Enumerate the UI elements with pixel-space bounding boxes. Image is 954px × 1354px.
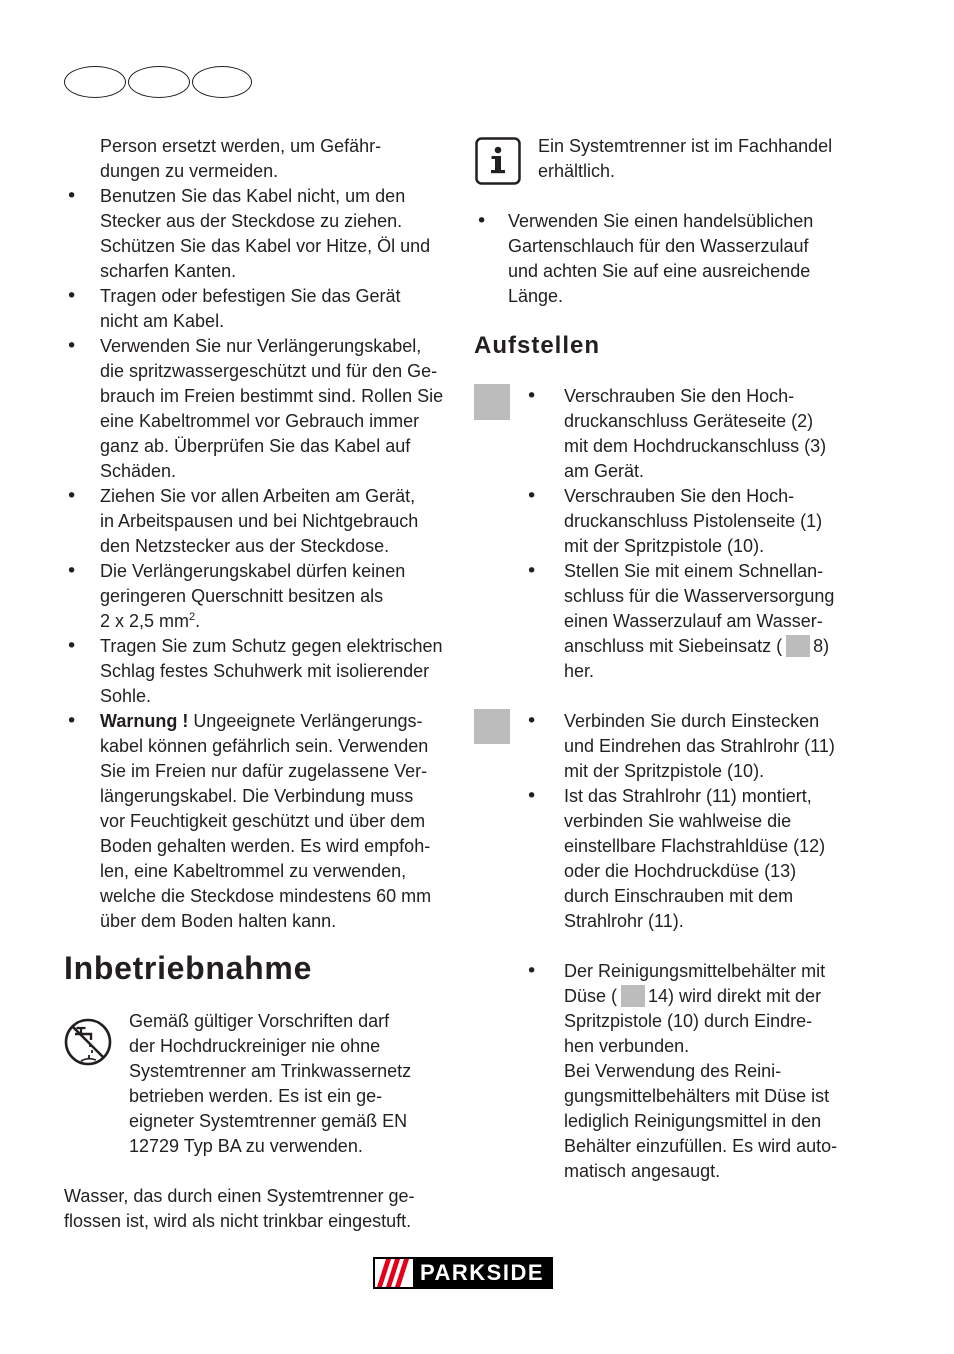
setup-step-bullet <box>526 484 886 559</box>
text-line: oder die Hochdruckdüse (13) <box>564 861 797 881</box>
text-line: druckanschluss Geräteseite (2) <box>564 411 814 431</box>
bullet: • <box>526 560 538 582</box>
text-line: Der Reinigungsmittelbehälter mit <box>564 961 826 981</box>
bullet: • <box>66 485 78 507</box>
text-line: betrieben werden. Es ist ein ge- <box>129 1086 383 1106</box>
bullet-item-footwear <box>64 634 456 709</box>
text-line: Person ersetzt werden, um Gefähr- <box>100 136 382 156</box>
section-title-aufstellen: Aufstellen <box>474 332 601 359</box>
text-line: und achten Sie auf eine ausreichende <box>508 261 811 281</box>
text-line: mit der Spritzpistole (10). <box>564 536 765 556</box>
language-tab <box>192 66 252 98</box>
text-line: einstellbare Flachstrahldüse (12) <box>564 836 826 856</box>
language-tab <box>64 66 126 98</box>
text-line: Schützen Sie das Kabel vor Hitze, Öl und <box>100 236 431 256</box>
text-line: am Gerät. <box>564 461 645 481</box>
text-line: ganz ab. Überprüfen Sie das Kabel auf <box>100 436 411 456</box>
text-line: den Netzstecker aus der Steckdose. <box>100 536 390 556</box>
text-line: hen verbunden. <box>564 1036 690 1056</box>
text-line: erhältlich. <box>538 161 616 181</box>
text-line: Schäden. <box>100 461 177 481</box>
figure-reference-box <box>621 985 645 1007</box>
text-line: vor Feuchtigkeit geschützt und über dem <box>100 811 426 831</box>
warning-label: Warnung ! <box>100 711 189 731</box>
section-title-inbetriebnahme: Inbetriebnahme <box>64 950 313 986</box>
text-line: eine Kabeltrommel vor Gebrauch immer <box>100 411 420 431</box>
bullet-item-cable-unplug <box>64 184 456 284</box>
text-line: Benutzen Sie das Kabel nicht, um den <box>100 186 406 206</box>
text-line: Verschrauben Sie den Hoch- <box>564 386 795 406</box>
text-line: lediglich Reinigungsmittel in den <box>564 1111 822 1131</box>
text-line: Spritzpistole (10) durch Eindre- <box>564 1011 813 1031</box>
text-line: Sohle. <box>100 686 152 706</box>
setup-step-bullet <box>526 559 886 684</box>
setup-step-bullet <box>526 384 886 484</box>
parkside-logo <box>373 1257 553 1289</box>
text-line: Verbinden Sie durch Einstecken <box>564 711 820 731</box>
text-line: brauch im Freien bestimmt sind. Rollen Sie <box>100 386 444 406</box>
bullet: • <box>526 385 538 407</box>
text-line: Boden gehalten werden. Es wird empfoh- <box>100 836 431 856</box>
unit-exponent: 2 <box>189 611 196 623</box>
text-line: und Eindrehen das Strahlrohr (11) <box>564 736 835 756</box>
text-line: die spritzwassergeschützt und für den Ge- <box>100 361 438 381</box>
text-line: Gemäß gültiger Vorschriften darf <box>129 1011 390 1031</box>
hose-section <box>474 209 874 309</box>
intro-text <box>64 134 456 184</box>
text-line: Länge. <box>508 286 564 306</box>
text-line <box>564 634 886 659</box>
text-line: Tragen oder befestigen Sie das Gerät <box>100 286 401 306</box>
text-line: Behälter einzufüllen. Es wird auto- <box>564 1136 838 1156</box>
setup-steps-group-2 <box>526 709 886 1184</box>
text-line: Sie im Freien nur dafür zugelassene Ver- <box>100 761 428 781</box>
text-line: Systemtrenner am Trinkwassernetz <box>129 1061 412 1081</box>
text-line: Stecker aus der Steckdose zu ziehen. <box>100 211 403 231</box>
figure-reference-box <box>474 709 510 744</box>
text-line: einen Wasserzulauf am Wasser- <box>564 611 823 631</box>
text-line: flossen ist, wird als nicht trinkbar eingestuft. <box>64 1211 412 1231</box>
bullet: • <box>66 335 78 357</box>
text-line: mit der Spritzpistole (10). <box>564 761 765 781</box>
text-line: gungsmittelbehälters mit Düse ist <box>564 1086 830 1106</box>
bullet: • <box>66 285 78 307</box>
text-line <box>564 984 886 1009</box>
text-line: Verschrauben Sie den Hoch- <box>564 486 795 506</box>
figure-reference-box <box>786 635 810 657</box>
cross-section-value: 2 x 2,5 mm <box>100 611 190 631</box>
info-note-text <box>538 134 868 184</box>
bullet: • <box>66 185 78 207</box>
bullet-item-extension-cable <box>64 334 456 484</box>
text-segment: 8) <box>813 636 830 656</box>
setup-step-bullet <box>526 959 886 1184</box>
text-segment: Ungeeignete Verlängerungs- <box>193 711 423 731</box>
logo-stripes-icon <box>375 1259 413 1287</box>
bullet: • <box>66 710 78 732</box>
setup-steps-group-1 <box>526 384 886 684</box>
text-line: kabel können gefährlich sein. Verwenden <box>100 736 429 756</box>
text-line: scharfen Kanten. <box>100 261 237 281</box>
bullet-item-cable-carry <box>64 284 456 334</box>
text-line: matisch angesaugt. <box>564 1161 721 1181</box>
setup-step-bullet <box>526 784 886 934</box>
text-line: verbinden Sie wahlweise die <box>564 811 792 831</box>
bullet: • <box>476 210 488 232</box>
text-line: welche die Steckdose mindestens 60 mm <box>100 886 432 906</box>
paragraph-water-not-drinkable <box>64 1184 456 1234</box>
text-line: Bei Verwendung des Reini- <box>564 1061 782 1081</box>
text-line: Ist das Strahlrohr (11) montiert, <box>564 786 812 806</box>
bullet-item-garden-hose <box>474 209 874 309</box>
text-line: Ein Systemtrenner ist im Fachhandel <box>538 136 833 156</box>
text-line: Strahlrohr (11). <box>564 911 684 931</box>
no-drinking-water-icon <box>63 1017 113 1067</box>
bullet: • <box>526 960 538 982</box>
text-line: eigneter Systemtrenner gemäß EN <box>129 1111 408 1131</box>
text-line: der Hochdruckreiniger nie ohne <box>129 1036 381 1056</box>
bullet: • <box>526 485 538 507</box>
notice-text <box>129 1009 449 1159</box>
text-segment: anschluss mit Siebeinsatz ( <box>564 636 783 656</box>
bullet-item-unplug-mains <box>64 484 456 559</box>
text-segment: 14) wird direkt mit der <box>648 986 822 1006</box>
bullet: • <box>66 560 78 582</box>
text-line: über dem Boden halten kann. <box>100 911 337 931</box>
bullet: • <box>66 635 78 657</box>
setup-step-bullet <box>526 709 886 784</box>
bullet: • <box>526 710 538 732</box>
text-line: 12729 Typ BA zu verwenden. <box>129 1136 363 1156</box>
left-column <box>64 134 456 934</box>
bullet: • <box>526 785 538 807</box>
text-line: längerungskabel. Die Verbindung muss <box>100 786 414 806</box>
text-line: dungen zu vermeiden. <box>100 161 279 181</box>
bullet-item-warning <box>64 709 456 934</box>
text-line: Die Verlängerungskabel dürfen keinen <box>100 561 406 581</box>
text-line: druckanschluss Pistolenseite (1) <box>564 511 823 531</box>
text-line: Verwenden Sie einen handelsüblichen <box>508 211 814 231</box>
language-tab <box>128 66 190 98</box>
text-line: Schlag festes Schuhwerk mit isolierender <box>100 661 430 681</box>
text-line <box>100 609 456 634</box>
logo-wordmark: PARKSIDE <box>419 1260 545 1285</box>
text-line: Verwenden Sie nur Verlängerungskabel, <box>100 336 422 356</box>
text-line: schluss für die Wasserversorgung <box>564 586 835 606</box>
text-line: Tragen Sie zum Schutz gegen elektrischen <box>100 636 443 656</box>
info-icon <box>475 137 521 185</box>
text-segment: . <box>195 611 201 631</box>
text-line: durch Einschrauben mit dem <box>564 886 794 906</box>
text-line: her. <box>564 661 595 681</box>
text-line: Stellen Sie mit einem Schnellan- <box>564 561 824 581</box>
bullet-item-cable-cross-section <box>64 559 456 634</box>
text-line: Gartenschlauch für den Wasserzulauf <box>508 236 809 256</box>
figure-reference-box <box>474 384 510 420</box>
text-line: Ziehen Sie vor allen Arbeiten am Gerät, <box>100 486 416 506</box>
text-line: Wasser, das durch einen Systemtrenner ge- <box>64 1186 415 1206</box>
text-line: nicht am Kabel. <box>100 311 225 331</box>
text-line: mit dem Hochdruckanschluss (3) <box>564 436 827 456</box>
text-line <box>100 709 456 734</box>
text-line: len, eine Kabeltrommel zu verwenden, <box>100 861 407 881</box>
text-line: in Arbeitspausen und bei Nichtgebrauch <box>100 511 419 531</box>
text-segment: Düse ( <box>564 986 618 1006</box>
text-line: geringeren Querschnitt besitzen als <box>100 586 384 606</box>
